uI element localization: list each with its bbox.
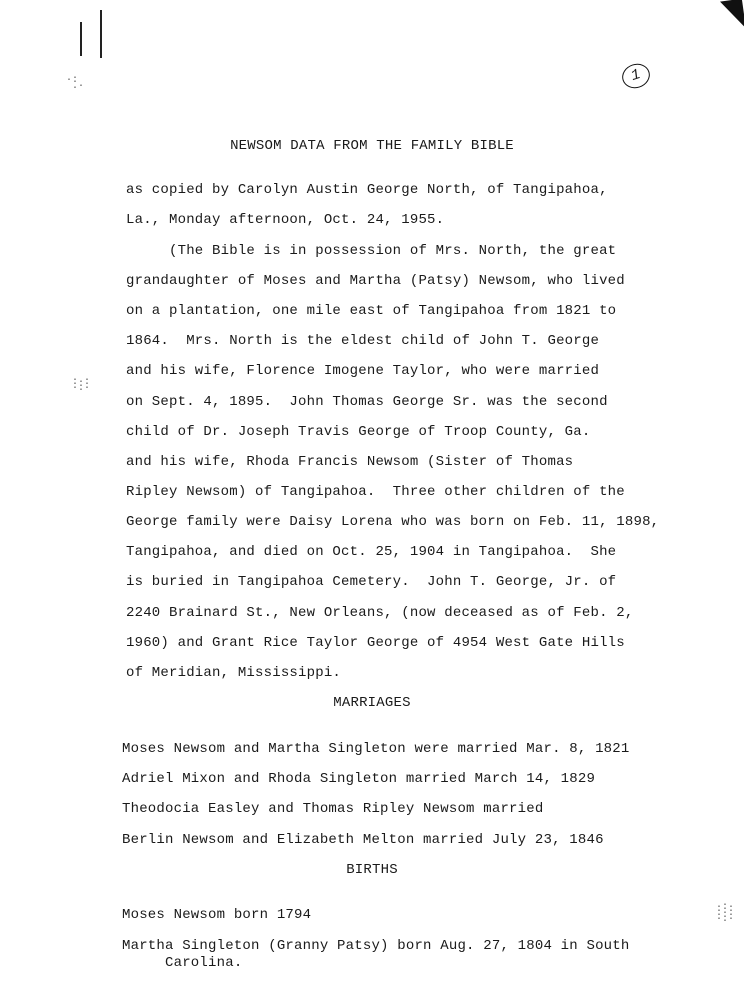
marriage-entry: Moses Newsom and Martha Singleton were married Mar. 8, 1821 (122, 741, 630, 757)
body-line: Ripley Newsom) of Tangipahoa. Three other children of the (126, 484, 625, 500)
body-line: on a plantation, one mile east of Tangipahoa from 1821 to (126, 303, 617, 319)
body-line: child of Dr. Joseph Travis George of Troop County, Ga. (126, 424, 591, 440)
birth-entry: Martha Singleton (Granny Patsy) born Aug. 27, 1804 in South (122, 938, 630, 954)
birth-entry: Moses Newsom born 1794 (122, 907, 312, 923)
body-line: grandaughter of Moses and Martha (Patsy) Newsom, who lived (126, 273, 625, 289)
body-line: and his wife, Florence Imogene Taylor, who were married (126, 363, 600, 379)
marriage-entry: Theodocia Easley and Thomas Ripley Newsom married (122, 801, 544, 817)
body-line: 2240 Brainard St., New Orleans, (now deceased as of Feb. 2, (126, 605, 634, 621)
intro-line: La., Monday afternoon, Oct. 24, 1955. (126, 212, 445, 228)
body-line: (The Bible is in possession of Mrs. North, the great (126, 243, 617, 259)
page-corner-shadow (720, 0, 744, 31)
body-line: Tangipahoa, and died on Oct. 25, 1904 in Tangipahoa. She (126, 544, 617, 560)
document-title: NEWSOM DATA FROM THE FAMILY BIBLE (230, 138, 514, 154)
body-line: 1864. Mrs. North is the eldest child of John T. George (126, 333, 600, 349)
page-number: 1 (619, 60, 653, 91)
body-line: of Meridian, Mississippi. (126, 665, 342, 681)
marriage-entry: Berlin Newsom and Elizabeth Melton married July 23, 1846 (122, 832, 604, 848)
marriage-entry: Adriel Mixon and Rhoda Singleton married March 14, 1829 (122, 771, 596, 787)
scan-noise: ·: .· (66, 75, 85, 92)
body-line: on Sept. 4, 1895. John Thomas George Sr. was the second (126, 394, 608, 410)
margin-mark (100, 10, 102, 58)
scan-noise: ·:· :·: ·:· (716, 902, 735, 925)
births-heading: BIRTHS (346, 862, 398, 878)
scan-noise: :·: ·:· (72, 377, 91, 394)
birth-entry: Carolina. (122, 955, 243, 971)
body-line: is buried in Tangipahoa Cemetery. John T. George, Jr. of (126, 574, 617, 590)
marriages-heading: MARRIAGES (333, 695, 411, 711)
intro-line: as copied by Carolyn Austin George North, of Tangipahoa, (126, 182, 608, 198)
margin-mark (80, 22, 82, 56)
body-line: George family were Daisy Lorena who was born on Feb. 11, 1898, (126, 514, 660, 530)
body-line: and his wife, Rhoda Francis Newsom (Sister of Thomas (126, 454, 574, 470)
body-line: 1960) and Grant Rice Taylor George of 4954 West Gate Hills (126, 635, 625, 651)
